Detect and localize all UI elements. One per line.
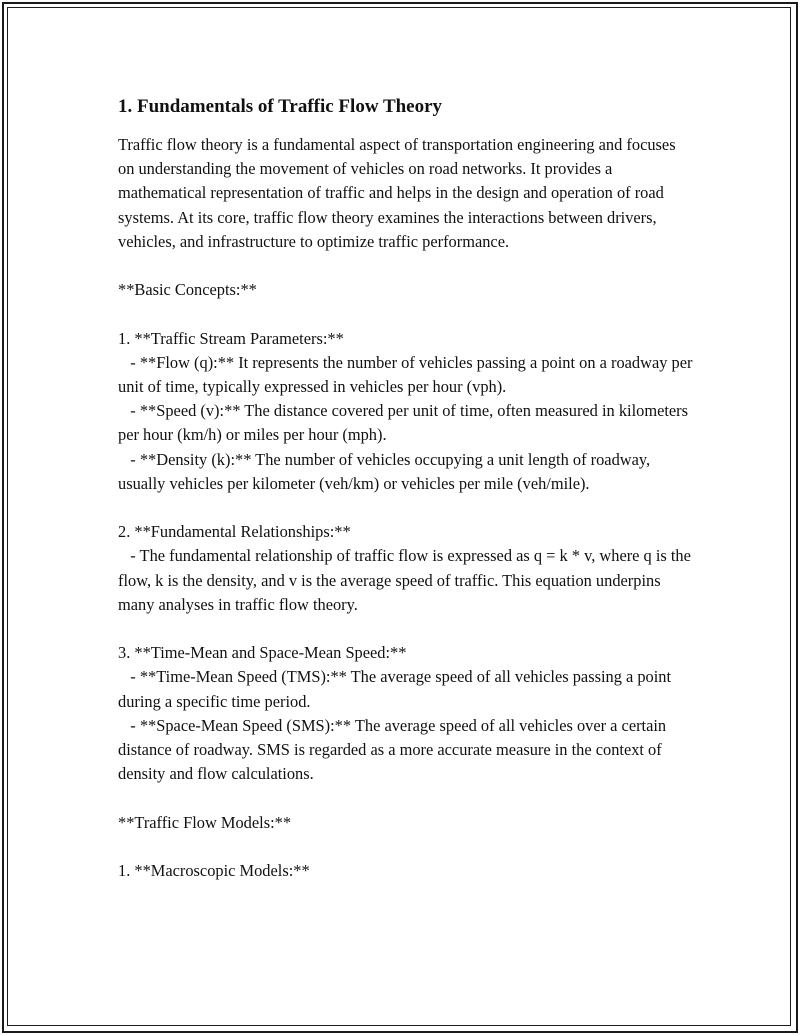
section-heading: 1. Fundamentals of Traffic Flow Theory (118, 96, 443, 117)
document-content (118, 95, 693, 883)
section-body: Traffic flow theory is a fundamental aspect of transportation engineering and focuses on understanding the movement of vehicles on road networks. It provides a mathematical representation of traffic and helps in the design and operation of road systems. At its core, traffic flow theory examines the interactions between drivers, vehicles, and infrastructure to optimize traffic performance. **Basic Concepts:** 1. **Traffic Stream Parameters:** - **Flow (q):** It represents the number of vehicles passing a point on a roadway per unit of time, typically expressed in vehicles per hour (vph). - **Speed (v):** The distance covered per unit of time, often measured in kilometers per hour (km/h) or miles per hour (mph). - **Density (k):** The number of vehicles occupying a unit length of roadway, usually vehicles per kilometer (veh/km) or vehicles per mile (veh/mile). 2. **Fundamental Relationships:** - The fundamental relationship of traffic flow is expressed as q = k * v, where q is the flow, k is the density, and v is the average speed of traffic. This equation underpins many analyses in traffic flow theory. 3. **Time-Mean and Space-Mean Speed:** - **Time-Mean Speed (TMS):** The average speed of all vehicles passing a point during a specific time period. - **Space-Mean Speed (SMS):** The average speed of all vehicles over a certain distance of roadway. SMS is regarded as a more accurate measure in the context of density and flow calculations. **Traffic Flow Models:** 1. **Macroscopic Models:** (118, 135, 693, 881)
